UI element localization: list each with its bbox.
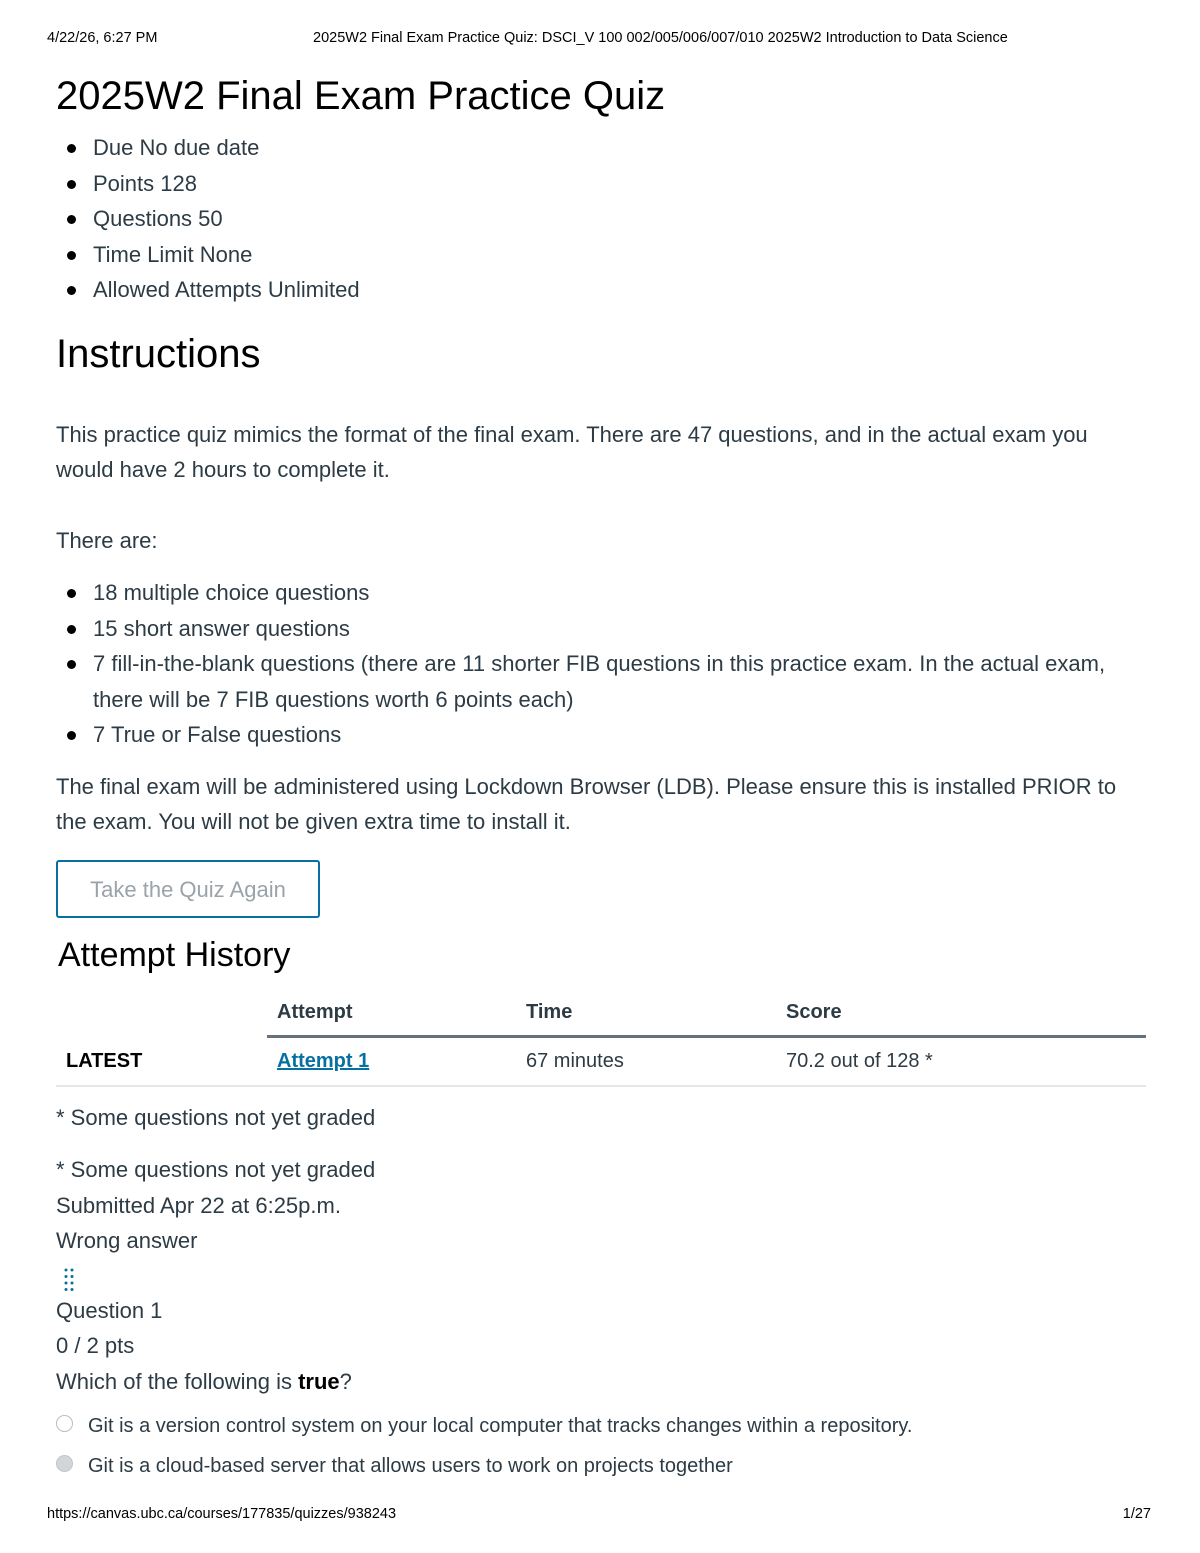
meta-time-limit: Time Limit None — [56, 237, 1146, 273]
question-type-list — [56, 575, 1146, 753]
question-text-suffix: ? — [339, 1368, 352, 1394]
meta-due: Due No due date — [56, 130, 1146, 166]
attempt-score: 70.2 out of 128 * — [776, 1036, 1146, 1086]
submitted-time: Submitted Apr 22 at 6:25p.m. — [56, 1192, 341, 1218]
print-datetime: 4/22/26, 6:27 PM — [47, 30, 158, 46]
question-text-bold: true — [298, 1368, 340, 1394]
not-graded-note: * Some questions not yet graded — [56, 1157, 376, 1182]
list-item: 18 multiple choice questions — [56, 575, 1146, 611]
print-doc-title: 2025W2 Final Exam Practice Quiz: DSCI_V 100 002/005/006/007/010 2025W2 Introduction to Data Science — [313, 30, 1008, 46]
print-page-number: 1/27 — [1122, 1506, 1151, 1522]
table-header-row — [56, 991, 1146, 1037]
quiz-content — [56, 72, 1146, 1479]
answer-text: Git is a cloud-based server that allows users to work on projects together — [88, 1455, 733, 1477]
question-text — [56, 1364, 1146, 1400]
quiz-meta-list — [56, 130, 1146, 308]
radio-unselected-icon[interactable] — [56, 1415, 73, 1432]
meta-allowed-attempts: Allowed Attempts Unlimited — [56, 272, 1146, 308]
attempt-time: 67 minutes — [516, 1036, 776, 1086]
instructions-intro: This practice quiz mimics the format of the final exam. There are 47 questions, and in the actual exam you would have 2 hours to complete it. — [56, 421, 1088, 482]
ldb-note: The final exam will be administered using Lockdown Browser (LDB). Please ensure this is installed PRIOR to the exam. You will not be given extra time to install it. — [56, 773, 1117, 834]
question-label: Question 1 — [56, 1297, 163, 1323]
attempt-link[interactable]: Attempt 1 — [277, 1049, 370, 1072]
question-points: 0 / 2 pts — [56, 1333, 135, 1358]
page-title: 2025W2 Final Exam Practice Quiz — [56, 74, 666, 118]
column-header-score: Score — [776, 991, 1146, 1037]
column-header-blank — [56, 991, 267, 1037]
list-item: 7 fill-in-the-blank questions (there are 11 shorter FIB questions in this practice exam. In the actual exam, there will be 7 FIB questions worth 6 points each) — [56, 646, 1146, 717]
column-header-attempt: Attempt — [267, 991, 516, 1037]
take-quiz-again-button[interactable]: Take the Quiz Again — [56, 860, 320, 918]
answer-option[interactable] — [56, 1453, 1146, 1479]
question-text-prefix: Which of the following is — [56, 1368, 299, 1394]
drag-handle-icon[interactable] — [62, 1267, 76, 1293]
meta-points: Points 128 — [56, 166, 1146, 202]
answer-status: Wrong answer — [56, 1228, 198, 1253]
radio-selected-icon[interactable] — [56, 1455, 73, 1472]
table-row — [56, 1036, 1146, 1086]
attempt-label: LATEST — [56, 1036, 267, 1086]
attempt-cell — [267, 1036, 516, 1086]
attempt-history-heading: Attempt History — [58, 935, 291, 974]
instructions-heading: Instructions — [56, 331, 261, 376]
print-header — [0, 30, 1200, 48]
attempt-footnote: * Some questions not yet graded — [56, 1104, 376, 1130]
list-item: 7 True or False questions — [56, 717, 1146, 753]
column-header-time: Time — [516, 991, 776, 1037]
meta-questions: Questions 50 — [56, 201, 1146, 237]
answer-option[interactable] — [56, 1413, 1146, 1439]
print-footer — [0, 1506, 1200, 1524]
instructions-there-are: There are: — [56, 527, 158, 553]
attempt-history-table — [56, 991, 1146, 1087]
list-item: 15 short answer questions — [56, 611, 1146, 647]
print-url: https://canvas.ubc.ca/courses/177835/quizzes/938243 — [47, 1506, 397, 1522]
answer-text: Git is a version control system on your local computer that tracks changes within a repository. — [88, 1415, 913, 1437]
